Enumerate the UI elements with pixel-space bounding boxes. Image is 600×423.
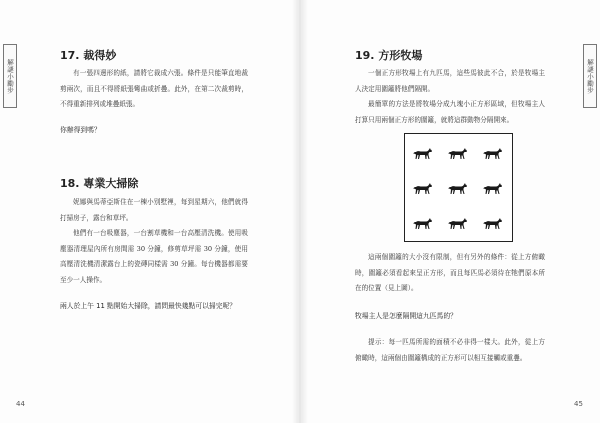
section-18-question: 兩人於上午 11 點開始大掃除，請問最快幾點可以掃完呢？	[60, 302, 237, 310]
section-19-title: 19. 方形牧場	[355, 49, 423, 62]
section-18-paragraph-1: 妮娜與馬蒂亞斯住在一棟小別墅裡，每到星期六，他們就得打掃房子，露台和草坪。	[60, 198, 248, 222]
horse-icon	[448, 216, 468, 230]
left-side-tab: 解謎小勵步	[3, 44, 17, 108]
horse-icon	[448, 181, 468, 195]
horse-icon	[483, 181, 503, 195]
section-19-hint: 提示：每一匹馬所需的面積不必非得一樣大。此外，從上方俯瞰時，這兩個由圍籬構成的正方形可以相互接觸或重疊。	[355, 338, 545, 362]
horse-corral-illustration	[404, 133, 513, 242]
section-19-paragraph-1: 一個正方形牧場上有九匹馬，這些馬彼此不合，於是牧場主人決定用圍籬將他們隔開。	[355, 69, 545, 93]
horse-icon	[413, 146, 433, 160]
section-18-paragraph-2: 他們有一台吸塵器，一台割草機和一台高壓清洗機。使用吸塵器清理屋內所有房間需 30 分鐘，修剪草坪需 30 分鐘，使用高壓清洗機清潔露台上的瓷磚同樣需 30 分鐘。每台機器都需要至少一人操作。	[60, 229, 248, 284]
horse-icon	[413, 181, 433, 195]
section-17-paragraph: 有一張四邊形的紙，請將它裁成六張。條件是只能筆直地裁剪兩次，而且不得將紙張彎曲或折疊。此外，在第二次裁剪時，不得重新排列或堆疊紙張。	[60, 69, 248, 108]
right-side-tab: 解謎小勵步	[583, 44, 597, 108]
section-19-paragraph-2: 最簡單的方法是將牧場分成九塊小正方形區域，但牧場主人打算只用兩個正方形的圍籬，就將這群動物分隔開來。	[355, 100, 545, 124]
book-gutter	[292, 0, 308, 423]
left-page-number: 44	[16, 400, 25, 408]
horse-icon	[413, 216, 433, 230]
section-19-question: 牧場主人是怎麼隔開這九匹馬的？	[355, 312, 457, 320]
section-17-question: 你辦得到嗎？	[60, 126, 101, 134]
horse-icon	[483, 216, 503, 230]
horse-icon	[448, 146, 468, 160]
section-18-title: 18. 專業大掃除	[60, 177, 139, 190]
section-19-paragraph-3: 這兩個圍籬的大小沒有限制，但有另外的條件：從上方俯瞰時，圍籬必須看起來呈正方形，而且每匹馬必須待在牠們原本所在的位置（見上圖）。	[355, 253, 545, 292]
right-page-number: 45	[574, 400, 583, 408]
section-17-title: 17. 裁得妙	[60, 49, 117, 62]
horse-icon	[483, 146, 503, 160]
